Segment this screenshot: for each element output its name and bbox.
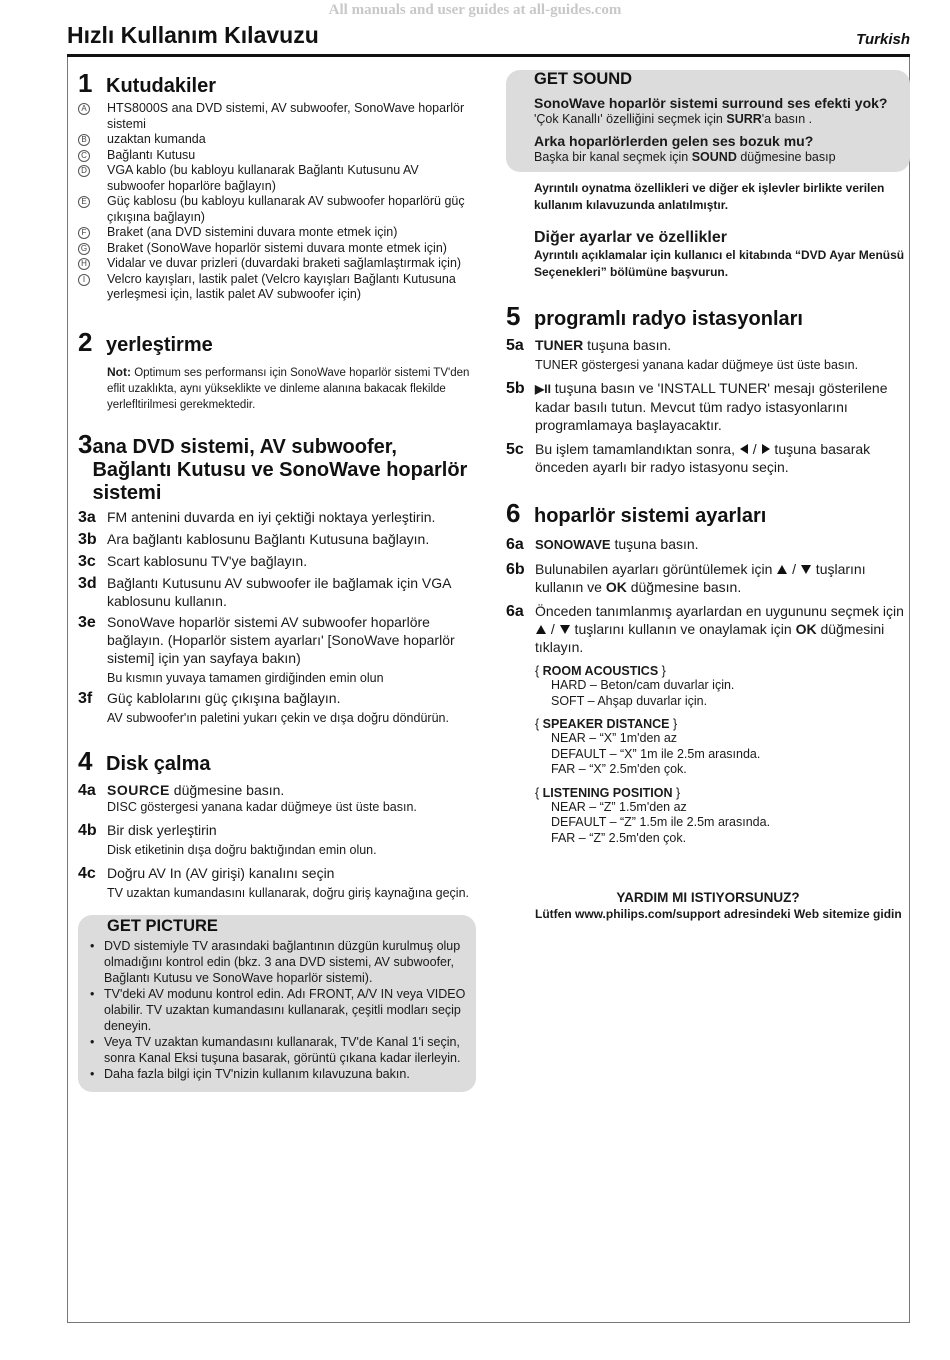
note-label: Not: xyxy=(107,364,131,379)
step-text: tuşuna basın. xyxy=(610,536,699,552)
bullet-text: Daha fazla bilgi için TV'nizin kullanım kılavuzuna bakın. xyxy=(104,1066,410,1081)
step-6a xyxy=(506,535,910,554)
step-text: düğmesine basın. xyxy=(169,781,285,798)
step-4a xyxy=(78,781,476,815)
get-picture-title: GET PICTURE xyxy=(107,916,218,935)
step-4b xyxy=(78,821,476,858)
option-heading: { LISTENING POSITION } xyxy=(535,785,681,800)
page-title: Hızlı Kullanım Kılavuzu xyxy=(67,22,319,48)
section-number: 3 xyxy=(78,428,93,459)
step-number: 6b xyxy=(506,561,525,578)
connection-steps xyxy=(78,508,476,726)
step-5a xyxy=(506,336,910,373)
step-text: tuşuna basarak önceden ayarlı bir radyo istasyonu seçin. xyxy=(535,441,871,475)
playback-note: Ayrıntılı oynatma özellikleri ve diğer ek işlevler birlikte verilen kullanım kılavuzunda anlatılmıştır. xyxy=(534,181,885,212)
section-radio xyxy=(506,301,910,476)
section-title: yerleştirme xyxy=(106,333,213,356)
step-text: tuşuna basın ve 'INSTALL TUNER' mesajı gösterilene kadar basılı tutun. Mevcut tüm radyo istasyonlarını programlamaya başlayacaktır. xyxy=(535,380,888,433)
separator: / xyxy=(788,561,800,577)
item-letter-badge: B xyxy=(78,134,90,146)
bullet-item xyxy=(82,1066,470,1082)
contents-item xyxy=(78,132,476,148)
source-key: SOURCE xyxy=(107,781,170,798)
step-subtext: TUNER göstergesi yanana kadar düğmeye üst üste basın. xyxy=(535,358,859,372)
other-settings xyxy=(506,229,910,281)
separator: / xyxy=(748,441,761,457)
section-placement xyxy=(78,327,476,413)
separator: / xyxy=(547,621,559,637)
step-text: düğmesine basın. xyxy=(626,579,742,595)
surr-key: SURR xyxy=(726,112,762,126)
item-text: Braket (ana DVD sistemini duvara monte etmek için) xyxy=(107,225,398,239)
contents-item xyxy=(78,256,476,272)
sound-answer-2 xyxy=(534,149,900,165)
item-letter-badge: I xyxy=(78,274,90,286)
option-group xyxy=(535,664,910,709)
get-sound-title: GET SOUND xyxy=(534,70,633,88)
item-text: Braket (SonoWave hoparlör sistemi duvara monte etmek için) xyxy=(107,240,447,255)
contents-list xyxy=(78,101,476,303)
option-group xyxy=(535,786,910,847)
help-text: Lütfen www.philips.com/support adresindeki Web sitemize gidin xyxy=(535,907,902,921)
step-number: 4b xyxy=(78,821,97,839)
section-disc-play xyxy=(78,746,476,901)
step-text: Scart kablosunu TV'ye bağlayın. xyxy=(107,552,308,569)
step-number: 3c xyxy=(78,552,96,570)
step-text: Doğru AV In (AV girişi) kanalını seçin xyxy=(107,864,335,881)
bullet-item xyxy=(82,938,470,986)
step-text: tuşuna basın. xyxy=(583,337,672,353)
step-6c xyxy=(506,602,910,846)
option-value: FAR – “Z” 2.5m'den çok. xyxy=(551,830,687,845)
step-text: düğmesini tıklayın. xyxy=(535,621,885,655)
section-number: 5 xyxy=(506,301,521,331)
left-column xyxy=(78,66,476,1092)
bullet-text: DVD sistemiyle TV arasındaki bağlantının düzgün kurulmuş olup olmadığını kontrol edin (bkz. 3 ana DVD sistemi, AV subwoofer, Bağlantı Kutusu ve SonoWave hoparlör sistemi). xyxy=(104,938,461,985)
note-text: Optimum ses performansı için SonoWave hoparlör sistemi TV'den eflit uzaklıkta, aynı yükseklikte ve dinleme alanına bakacak flekilde yerlefltirilmesi gerekmektedir. xyxy=(107,366,470,411)
step-text: Güç kablolarını güç çıkışına bağlayın. xyxy=(107,689,341,706)
bullet-marker: • xyxy=(90,1066,95,1081)
answer-text: düğmesine basıp xyxy=(736,150,836,164)
step-text: Önceden tanımlanmış ayarlardan en uygununu seçmek için xyxy=(535,603,904,619)
step-3a xyxy=(78,508,476,527)
contents-item xyxy=(78,272,476,303)
item-letter-badge: E xyxy=(78,196,90,208)
section-number: 6 xyxy=(506,498,521,528)
item-letter-badge: A xyxy=(78,103,90,115)
step-number: 5b xyxy=(506,380,525,397)
sonowave-key: SONOWAVE xyxy=(535,537,611,552)
get-picture-list xyxy=(82,938,470,1082)
bullet-item xyxy=(82,986,470,1034)
option-name: ROOM ACOUSTICS xyxy=(542,664,659,678)
step-number: 5c xyxy=(506,441,524,458)
up-arrow-icon xyxy=(776,564,788,575)
step-5c xyxy=(506,440,910,476)
item-text: Güç kablosu (bu kabloyu kullanarak AV subwoofer hoparlörü güç çıkışına bağlayın) xyxy=(107,194,465,224)
step-subtext: AV subwoofer'ın paletini yukarı çekin ve dışa doğru döndürün. xyxy=(107,710,449,725)
step-3b xyxy=(78,530,476,549)
step-number: 4c xyxy=(78,864,96,882)
get-sound-box xyxy=(506,70,910,172)
step-3e xyxy=(78,613,476,686)
help-title: YARDIM MI ISTIYORSUNUZ? xyxy=(616,890,800,905)
step-number: 6a xyxy=(506,603,524,620)
option-name: SPEAKER DISTANCE xyxy=(542,717,670,731)
section-title: hoparlör sistemi ayarları xyxy=(534,505,767,527)
step-subtext: Disk etiketinin dışa doğru baktığından emin olun. xyxy=(107,842,377,857)
play-pause-icon: ▶II xyxy=(535,382,551,396)
section-heading xyxy=(506,498,910,529)
help-section xyxy=(506,890,910,921)
step-content xyxy=(107,613,476,686)
step-text: SonoWave hoparlör sistemi AV subwoofer hoparlöre bağlayın. (Hoparlör sistem ayarları' [SonoWave hoparlör sistemi] için yan sayfaya bakın) xyxy=(107,613,455,666)
item-letter-badge: D xyxy=(78,165,90,177)
other-settings-text: Ayrıntılı açıklamalar için kullanıcı el kitabında “DVD Ayar Menüsü Seçenekleri” bölümüne başvurun. xyxy=(534,248,905,279)
sound-answer-1 xyxy=(534,111,900,127)
step-text: Bu işlem tamamlandıktan sonra, xyxy=(535,441,739,457)
section-box-contents xyxy=(78,68,476,303)
step-content xyxy=(107,508,435,527)
section-title: Disk çalma xyxy=(106,752,211,775)
other-settings-title: Diğer ayarlar ve özellikler xyxy=(534,229,727,246)
option-heading: { ROOM ACOUSTICS } xyxy=(535,664,666,678)
section-heading xyxy=(78,746,476,777)
answer-text: 'Çok Kanallı' özelliğini seçmek için xyxy=(534,112,727,126)
sound-key: SOUND xyxy=(691,150,737,164)
get-picture-box xyxy=(78,915,476,1092)
option-name: LISTENING POSITION xyxy=(542,785,673,800)
section-heading xyxy=(506,301,910,332)
item-text: Velcro kayışları, lastik palet (Velcro kayışları Bağlantı Kutusuna yerleşmesi için, lastik palet AV subwoofer için) xyxy=(107,271,456,301)
step-6b xyxy=(506,560,910,596)
option-value: FAR – “X” 2.5m'den çok. xyxy=(551,762,687,776)
item-letter-badge: H xyxy=(78,258,90,270)
down-arrow-icon xyxy=(559,624,571,635)
speaker-options xyxy=(535,664,910,846)
tuner-key: TUNER xyxy=(535,337,584,353)
section-connections xyxy=(78,429,476,726)
answer-text: Başka bir kanal seçmek için xyxy=(534,150,692,164)
contents-item xyxy=(78,241,476,257)
option-group xyxy=(535,717,910,778)
option-value: SOFT – Ahşap duvarlar için. xyxy=(551,693,708,708)
step-content xyxy=(107,552,307,571)
step-subtext: Bu kısmın yuvaya tamamen girdiğinden emin olun xyxy=(107,670,384,685)
bullet-marker: • xyxy=(90,938,95,953)
step-text: Bir disk yerleştirin xyxy=(107,821,217,838)
option-value: DEFAULT – “Z” 1.5m ile 2.5m arasında. xyxy=(551,815,771,829)
step-text: tuşlarını kullanın ve onaylamak için xyxy=(570,621,796,637)
down-arrow-icon xyxy=(800,564,812,575)
section-title: programlı radyo istasyonları xyxy=(534,308,803,330)
item-text: VGA kablo (bu kabloyu kullanarak Bağlantı Kutusunu AV subwoofer hoparlöre bağlayın) xyxy=(107,163,419,193)
step-4c xyxy=(78,864,476,901)
step-number: 5a xyxy=(506,337,524,354)
sound-question-2: Arka hoparlörlerden gelen ses bozuk mu? xyxy=(534,133,814,149)
section-title: ana DVD sistemi, AV subwoofer, Bağlantı Kutusu ve SonoWave hoparlör sistemi xyxy=(92,435,468,504)
section-title: Kutudakiler xyxy=(106,75,217,97)
step-3c xyxy=(78,552,476,571)
contents-item xyxy=(78,101,476,132)
step-number: 6a xyxy=(506,536,524,553)
step-text: tuşlarını kullanın ve xyxy=(535,561,866,595)
bullet-marker: • xyxy=(90,1034,95,1049)
item-text: Vidalar ve duvar prizleri (duvardaki braketi sağlamlaştırmak için) xyxy=(107,256,462,270)
right-column xyxy=(506,70,910,921)
section-number: 4 xyxy=(78,745,93,776)
option-value: NEAR – “Z” 1.5m'den az xyxy=(551,799,687,814)
up-arrow-icon xyxy=(535,624,547,635)
bullet-marker: • xyxy=(90,986,95,1001)
section-heading xyxy=(78,327,476,358)
sound-question-1: SonoWave hoparlör sistemi surround ses efekti yok? xyxy=(534,95,888,111)
item-text: Bağlantı Kutusu xyxy=(107,147,196,162)
right-arrow-icon xyxy=(761,443,771,455)
contents-item xyxy=(78,163,476,194)
contents-item xyxy=(78,225,476,241)
step-subtext: TV uzaktan kumandasını kullanarak, doğru giriş kaynağına geçin. xyxy=(107,885,470,900)
option-heading: { SPEAKER DISTANCE } xyxy=(535,717,678,731)
option-value: NEAR – “X” 1m'den az xyxy=(551,731,678,745)
bullet-text: TV'deki AV modunu kontrol edin. Adı FRONT, A/V IN veya VIDEO olabilir. TV uzaktan kumandasını kullanarak, çeşitli modları seçip deneyin. xyxy=(104,986,466,1033)
step-number: 4a xyxy=(78,781,96,799)
step-number: 3d xyxy=(78,574,97,592)
step-3d xyxy=(78,574,476,610)
section-number: 2 xyxy=(78,326,93,357)
item-letter-badge: G xyxy=(78,243,90,255)
bullet-item xyxy=(82,1034,470,1066)
step-text: FM antenini duvarda en iyi çektiği noktaya yerleştirin. xyxy=(107,508,436,525)
step-text: Bağlantı Kutusunu AV subwoofer ile bağlamak için VGA kablosunu kullanın. xyxy=(107,574,451,609)
item-text: HTS8000S ana DVD sistemi, AV subwoofer, SonoWave hoparlör sistemi xyxy=(107,101,465,131)
option-value: HARD – Beton/cam duvarlar için. xyxy=(551,678,735,692)
step-content xyxy=(107,574,476,610)
item-letter-badge: F xyxy=(78,227,90,239)
section-number: 1 xyxy=(78,68,93,98)
step-3f xyxy=(78,689,476,726)
option-value: DEFAULT – “X” 1m ile 2.5m arasında. xyxy=(551,746,761,761)
item-letter-badge: C xyxy=(78,150,90,162)
section-heading xyxy=(78,429,476,505)
language-label: Turkish xyxy=(856,31,910,48)
step-5b xyxy=(506,379,910,434)
section-heading xyxy=(78,68,476,99)
watermark: All manuals and user guides at all-guides.com xyxy=(328,2,622,18)
step-text: Bulunabilen ayarları görüntülemek için xyxy=(535,561,777,577)
step-number: 3b xyxy=(78,530,97,548)
ok-key: OK xyxy=(605,579,627,595)
step-subtext: DISC göstergesi yanana kadar düğmeye üst üste basın. xyxy=(107,799,417,814)
contents-item xyxy=(78,148,476,164)
step-text: Ara bağlantı kablosunu Bağlantı Kutusuna bağlayın. xyxy=(107,530,430,547)
step-number: 3e xyxy=(78,613,96,631)
contents-item xyxy=(78,194,476,225)
item-text: uzaktan kumanda xyxy=(107,132,206,146)
step-content xyxy=(107,530,429,549)
placement-note xyxy=(107,364,476,413)
bullet-text: Veya TV uzaktan kumandasını kullanarak, TV'de Kanal 1'i seçin, sonra Kanal Eksi tuşuna basarak, görüntü çıkana kadar ilerleyin. xyxy=(104,1034,461,1065)
answer-text: 'a basın . xyxy=(761,112,813,126)
step-content xyxy=(107,689,449,726)
step-number: 3f xyxy=(78,689,93,707)
section-speaker-settings xyxy=(506,498,910,846)
ok-key: OK xyxy=(795,621,817,637)
step-number: 3a xyxy=(78,508,96,526)
left-arrow-icon xyxy=(739,443,749,455)
